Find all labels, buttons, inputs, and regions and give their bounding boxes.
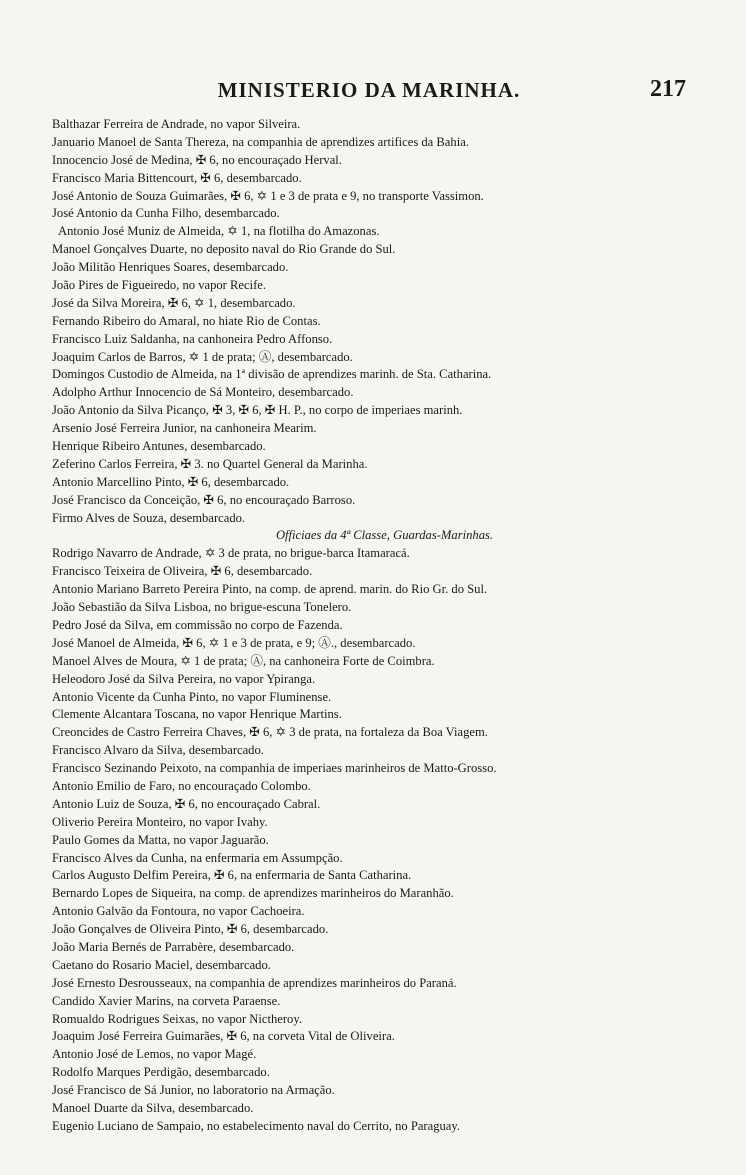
list-item: Eugenio Luciano de Sampaio, no estabelecimento naval do Cerrito, no Paraguay. <box>52 1118 461 1133</box>
list-item: Innocencio José de Medina, ✠ 6, no encouraçado Herval. <box>52 152 342 167</box>
page-header <box>52 78 686 108</box>
list-item: Domingos Custodio de Almeida, na 1ª divisão de aprendizes marinh. de Sta. Catharina. <box>52 367 492 382</box>
list-item: João Maria Bernés de Parrabère, desembarcado. <box>52 939 295 954</box>
list-item: Antonio Marcellino Pinto, ✠ 6, desembarcado. <box>52 474 290 489</box>
list-item: Francisco Alvaro da Silva, desembarcado. <box>52 743 264 758</box>
list-item: José Francisco de Sá Junior, no laboratorio na Armação. <box>52 1083 335 1098</box>
page-title: MINISTERIO DA MARINHA. <box>217 78 521 102</box>
list-item: Creoncides de Castro Ferreira Chaves, ✠ 6, ✡ 3 de prata, na fortaleza da Boa Viagem. <box>52 725 488 740</box>
list-item: Zeferino Carlos Ferreira, ✠ 3. no Quartel General da Marinha. <box>52 456 368 471</box>
section-heading: Officiaes da 4ª Classe, Guardas-Marinhas. <box>275 528 494 543</box>
list-item: João Militão Henriques Soares, desembarcado. <box>52 260 289 275</box>
list-item: Januario Manoel de Santa Thereza, na companhia de aprendizes artifices da Bahia. <box>52 134 469 149</box>
officer-list <box>52 116 697 1136</box>
list-item: João Sebastião da Silva Lisboa, no brigue-escuna Tonelero. <box>52 600 352 615</box>
list-item: Candido Xavier Marins, na corveta Paraense. <box>52 993 281 1008</box>
list-item: Antonio José Muniz de Almeida, ✡ 1, na flotilha do Amazonas. <box>58 224 380 239</box>
list-item: Antonio Mariano Barreto Pereira Pinto, na comp. de aprend. marin. do Rio Gr. do Sul. <box>52 582 488 597</box>
list-item: Oliverio Pereira Monteiro, no vapor Ivahy. <box>52 814 268 829</box>
list-item: Francisco Alves da Cunha, na enfermaria em Assumpção. <box>52 850 343 865</box>
list-item: Romualdo Rodrigues Seixas, no vapor Nictheroy. <box>52 1011 302 1026</box>
list-item: Antonio Luiz de Souza, ✠ 6, no encouraçado Cabral. <box>52 796 321 811</box>
list-item: José Francisco da Conceição, ✠ 6, no encouraçado Barroso. <box>52 492 356 507</box>
list-item: José Antonio de Souza Guimarães, ✠ 6, ✡ 1 e 3 de prata e 9, no transporte Vassimon. <box>52 188 484 203</box>
list-item: Rodolfo Marques Perdigão, desembarcado. <box>52 1065 270 1080</box>
list-item: José Antonio da Cunha Filho, desembarcado. <box>52 206 280 221</box>
list-item: Manoel Alves de Moura, ✡ 1 de prata; Ⓐ, na canhoneira Forte de Coimbra. <box>52 653 435 668</box>
list-item: Antonio Emilio de Faro, no encouraçado Colombo. <box>52 778 311 793</box>
list-item: José da Silva Moreira, ✠ 6, ✡ 1, desembarcado. <box>52 295 296 310</box>
list-item: Arsenio José Ferreira Junior, na canhoneira Mearim. <box>52 421 317 436</box>
list-item: Manoel Duarte da Silva, desembarcado. <box>52 1100 254 1115</box>
list-item: João Antonio da Silva Picanço, ✠ 3, ✠ 6, ✠ H. P., no corpo de imperiaes marinh. <box>52 403 463 418</box>
list-item: Paulo Gomes da Matta, no vapor Jaguarão. <box>52 832 269 847</box>
list-item: Balthazar Ferreira de Andrade, no vapor Silveira. <box>52 117 301 131</box>
list-item: Joaquim Carlos de Barros, ✡ 1 de prata; Ⓐ, desembarcado. <box>52 349 353 364</box>
list-item: Joaquim José Ferreira Guimarães, ✠ 6, na corveta Vital de Oliveira. <box>52 1029 395 1044</box>
list-item: Firmo Alves de Souza, desembarcado. <box>52 510 246 525</box>
list-item: Carlos Augusto Delfim Pereira, ✠ 6, na enfermaria de Santa Catharina. <box>52 868 412 883</box>
list-item: Caetano do Rosario Maciel, desembarcado. <box>52 957 271 972</box>
list-item: Rodrigo Navarro de Andrade, ✡ 3 de prata, no brigue-barca Itamaracá. <box>52 546 410 561</box>
list-item: Fernando Ribeiro do Amaral, no hiate Rio de Contas. <box>52 313 321 328</box>
list-item: Clemente Alcantara Toscana, no vapor Henrique Martins. <box>52 707 342 722</box>
list-item: Francisco Maria Bittencourt, ✠ 6, desembarcado. <box>52 170 302 185</box>
list-item: Heleodoro José da Silva Pereira, no vapor Ypiranga. <box>52 671 316 686</box>
list-item: José Manoel de Almeida, ✠ 6, ✡ 1 e 3 de prata, e 9; Ⓐ., desembarcado. <box>52 635 416 650</box>
list-item: José Ernesto Desrousseaux, na companhia de aprendizes marinheiros do Paraná. <box>52 975 457 990</box>
list-item: Francisco Sezinando Peixoto, na companhia de imperiaes marinheiros de Matto-Grosso. <box>52 761 497 776</box>
list-item: Antonio Galvão da Fontoura, no vapor Cachoeira. <box>52 904 305 919</box>
list-item: Pedro José da Silva, em commissão no corpo de Fazenda. <box>52 617 343 632</box>
list-item: Antonio José de Lemos, no vapor Magé. <box>52 1047 257 1062</box>
list-item: Francisco Teixeira de Oliveira, ✠ 6, desembarcado. <box>52 564 313 579</box>
list-item: Antonio Vicente da Cunha Pinto, no vapor Fluminense. <box>52 689 332 704</box>
page-number: 217 <box>650 76 686 102</box>
list-item: Bernardo Lopes de Siqueira, na comp. de aprendizes marinheiros do Maranhão. <box>52 886 454 901</box>
list-item: João Pires de Figueiredo, no vapor Recife. <box>52 278 267 293</box>
list-item: João Gonçalves de Oliveira Pinto, ✠ 6, desembarcado. <box>52 922 329 937</box>
list-item: Adolpho Arthur Innocencio de Sá Monteiro, desembarcado. <box>52 385 354 400</box>
list-item: Henrique Ribeiro Antunes, desembarcado. <box>52 439 266 454</box>
list-item: Francisco Luiz Saldanha, na canhoneira Pedro Affonso. <box>52 331 333 346</box>
list-item: Manoel Gonçalves Duarte, no deposito naval do Rio Grande do Sul. <box>52 242 396 257</box>
